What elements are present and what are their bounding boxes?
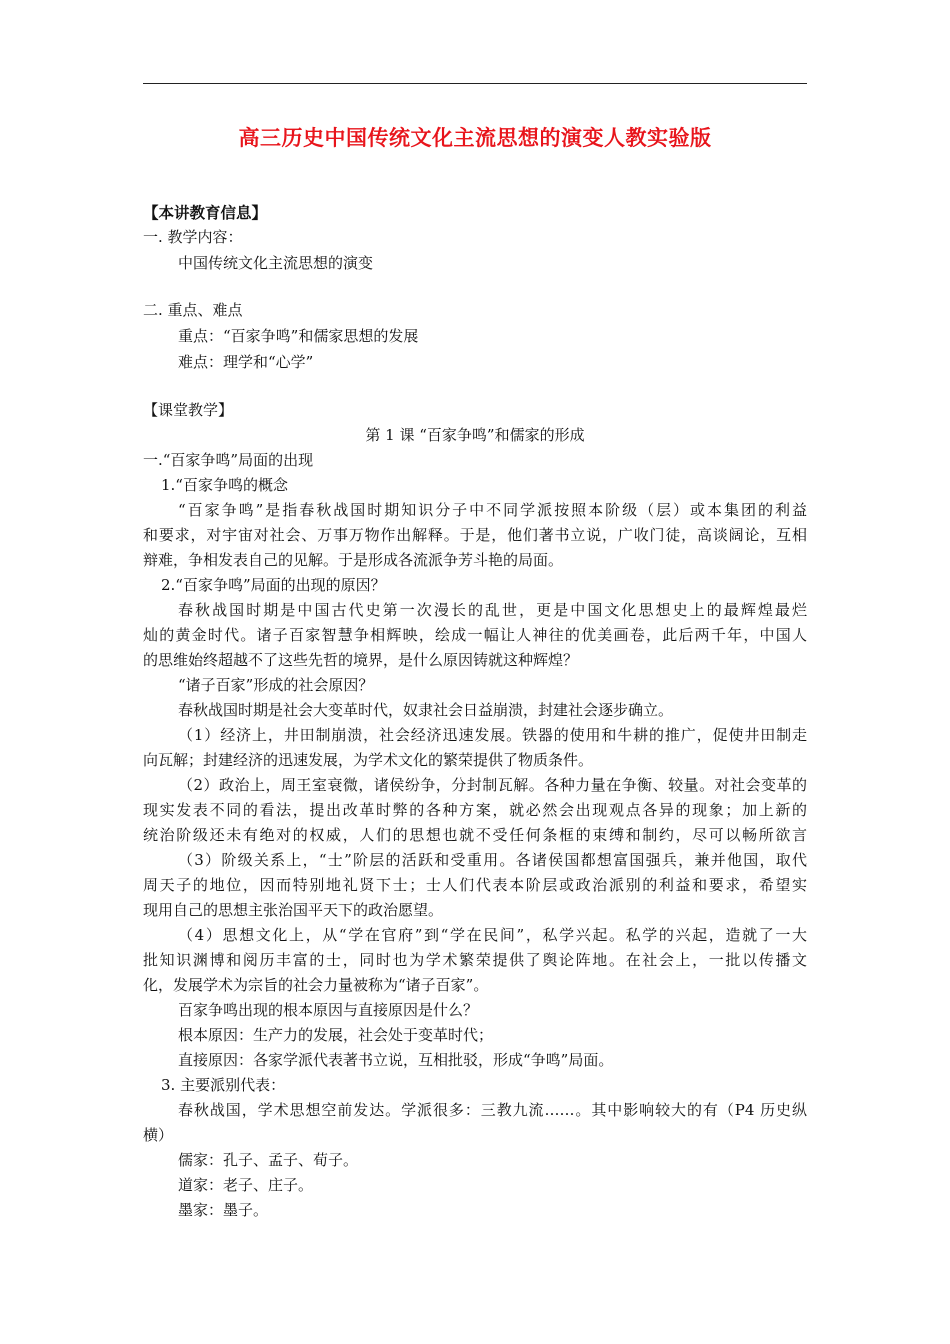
focus-difficult: 难点：理学和“心学” bbox=[178, 353, 314, 371]
p3: 春秋战国时期是社会大变革时代，奴隶社会日益崩溃，封建社会逐步确立。 bbox=[178, 701, 674, 719]
item2-heading: 2.“百家争鸣”局面的出现的原因？ bbox=[161, 576, 386, 594]
item1-heading: 1.“百家争鸣的概念 bbox=[161, 476, 288, 494]
info-heading: 【本讲教育信息】 bbox=[143, 204, 268, 222]
p8-line2: 横） bbox=[143, 1126, 174, 1144]
p2-line3: 的思维始终超越不了这些先哲的境界，是什么原因铸就这种辉煌？ bbox=[143, 651, 579, 669]
content-text: 中国传统文化主流思想的演变 bbox=[178, 254, 374, 272]
p8-line1: 春秋战国，学术思想空前发达。学派很多：三教九流……。其中影响较大的有（P4 历史纵 bbox=[178, 1101, 807, 1119]
item3-heading: 3. 主要派别代表： bbox=[161, 1076, 286, 1094]
lesson-title: 第 1 课 “百家争鸣”和儒家的形成 bbox=[365, 426, 585, 444]
direct-cause: 直接原因：各家学派代表著书立说，互相批驳，形成“争鸣”局面。 bbox=[178, 1051, 614, 1069]
section1-heading: 一.“百家争鸣”局面的出现 bbox=[143, 451, 314, 469]
question-1: “诸子百家”形成的社会原因？ bbox=[178, 676, 374, 694]
p7-line1: （4）思想文化上，从“学在官府”到“学在民间”，私学兴起。私学的兴起，造就了一大 bbox=[178, 926, 807, 944]
p7-line3: 化，发展学术为宗旨的社会力量被称为“诸子百家”。 bbox=[143, 976, 489, 994]
p6-line3: 现用自己的思想主张治国平天下的政治愿望。 bbox=[143, 901, 444, 919]
p2-line2: 灿的黄金时代。诸子百家智慧争相辉映，绘成一幅让人神往的优美画卷，此后两千年，中国人 bbox=[143, 626, 807, 644]
p6-line1: （3）阶级关系上，“士”阶层的活跃和受重用。各诸侯国都想富国强兵，兼并他国，取代 bbox=[178, 851, 807, 869]
school-taoist: 道家：老子、庄子。 bbox=[178, 1176, 314, 1194]
document-title: 高三历史中国传统文化主流思想的演变人教实验版 bbox=[238, 126, 712, 150]
class-heading: 【课堂教学】 bbox=[143, 401, 234, 419]
p1-line2: 和要求，对宇宙对社会、万事万物作出解释。于是，他们著书立说，广收门徒，高谈阔论，互相 bbox=[143, 526, 807, 544]
focus-heading: 二. 重点、难点 bbox=[143, 301, 243, 319]
p1-line3: 辩难，争相发表自己的见解。于是形成各流派争芳斗艳的局面。 bbox=[143, 551, 564, 569]
p5-line3: 统治阶级还未有绝对的权威，人们的思想也就不受任何条框的束缚和制约，尽可以畅所欲言 bbox=[143, 826, 807, 844]
p4-line2: 向瓦解；封建经济的迅速发展，为学术文化的繁荣提供了物质条件。 bbox=[143, 751, 594, 769]
focus-key: 重点：“百家争鸣”和儒家思想的发展 bbox=[178, 327, 419, 345]
p2-line1: 春秋战国时期是中国古代史第一次漫长的乱世，更是中国文化思想史上的最辉煌最烂 bbox=[178, 601, 807, 619]
root-cause: 根本原因：生产力的发展，社会处于变革时代； bbox=[178, 1026, 494, 1044]
p5-line1: （2）政治上，周王室衰微，诸侯纷争，分封制瓦解。各种力量在争衡、较量。对社会变革的 bbox=[178, 776, 807, 794]
p7-line2: 批知识渊博和阅历丰富的士，同时也为学术繁荣提供了舆论阵地。在社会上，一批以传播文 bbox=[143, 951, 807, 969]
school-mohist: 墨家：墨子。 bbox=[178, 1201, 269, 1219]
school-confucian: 儒家：孔子、孟子、荀子。 bbox=[178, 1151, 359, 1169]
question-2: 百家争鸣出现的根本原因与直接原因是什么？ bbox=[178, 1001, 479, 1019]
p5-line2: 现实发表不同的看法，提出改革时弊的各种方案，就必然会出现观点各异的现象；加上新的 bbox=[143, 801, 807, 819]
header-rule bbox=[143, 83, 807, 84]
content-heading: 一. 教学内容： bbox=[143, 228, 243, 246]
p1-line1: “百家争鸣”是指春秋战国时期知识分子中不同学派按照本阶级（层）或本集团的利益 bbox=[178, 501, 807, 519]
p4-line1: （1）经济上，井田制崩溃，社会经济迅速发展。铁器的使用和牛耕的推广，促使井田制走 bbox=[178, 726, 807, 744]
p6-line2: 周天子的地位，因而特别地礼贤下士；士人们代表本阶层或政治派别的利益和要求，希望实 bbox=[143, 876, 807, 894]
